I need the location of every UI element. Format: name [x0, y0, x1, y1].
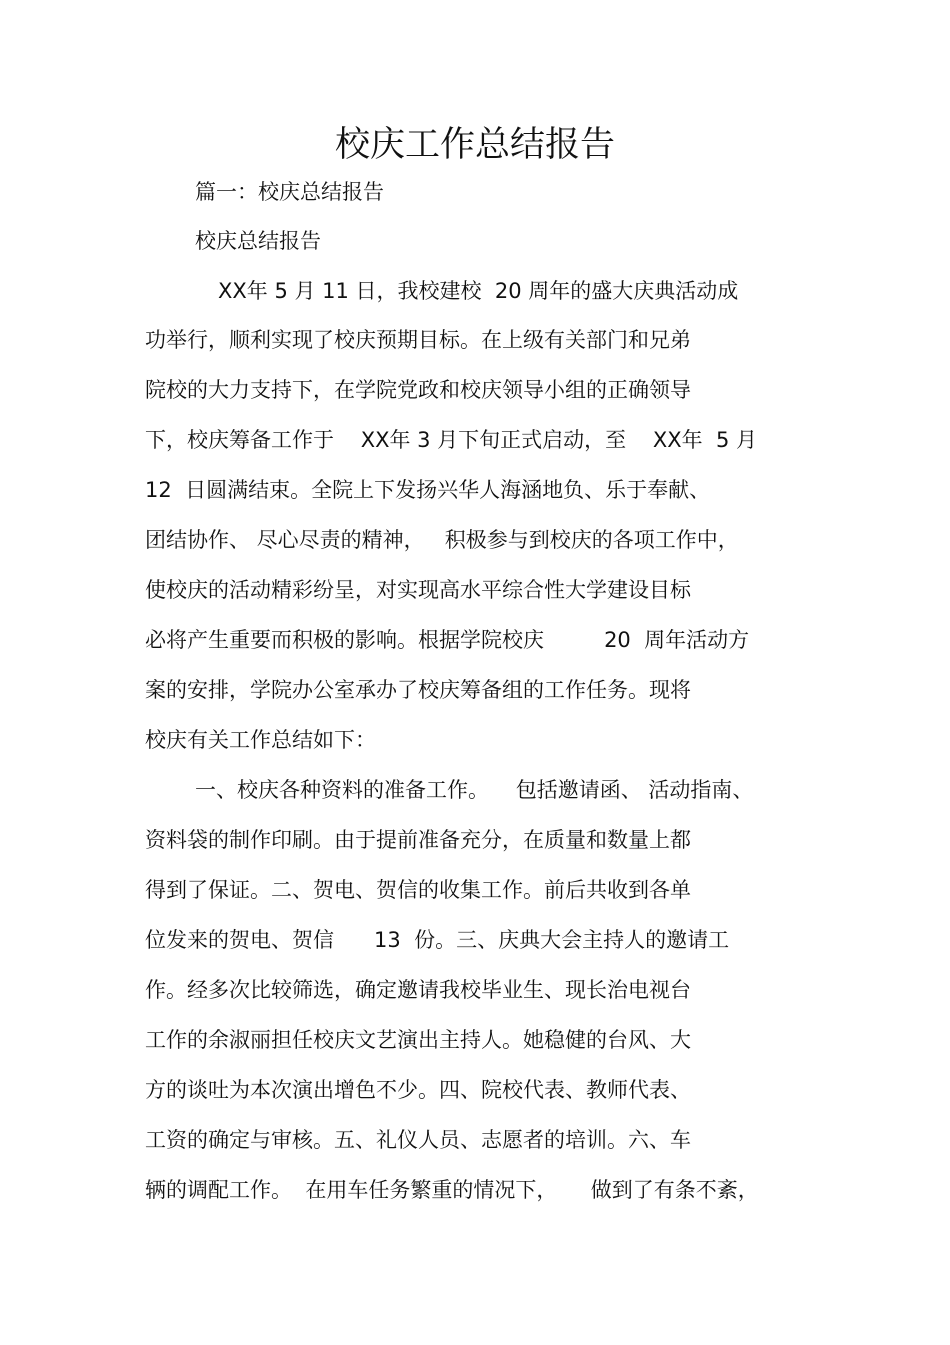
paragraph-line: 案的安排，学院办公室承办了校庆筹备组的工作任务。现将 — [145, 678, 691, 702]
paragraph-line: 作。经多次比较筛选，确定邀请我校毕业生、现长治电视台 — [145, 978, 691, 1002]
paragraph-line: 得到了保证。二、贺电、贺信的收集工作。前后共收到各单 — [145, 878, 691, 902]
paragraph-line: 团结协作、 尽心尽责的精神， 积极参与到校庆的各项工作中， — [145, 528, 739, 552]
paragraph-line: 下，校庆筹备工作于 XX年 3 月下旬正式启动，至 XX年 5 月 — [145, 428, 758, 452]
paragraph-line: 工资的确定与审核。五、礼仪人员、志愿者的培训。六、车 — [145, 1128, 691, 1152]
section-heading: 篇一：校庆总结报告 — [195, 180, 384, 204]
paragraph-line: 功举行，顺利实现了校庆预期目标。在上级有关部门和兄弟 — [145, 328, 691, 352]
document-title: 校庆工作总结报告 — [334, 125, 615, 165]
paragraph-line: 使校庆的活动精彩纷呈，对实现高水平综合性大学建设目标 — [145, 578, 691, 602]
paragraph-line: 资料袋的制作印刷。由于提前准备充分，在质量和数量上都 — [145, 828, 691, 852]
paragraph-line: 必将产生重要而积极的影响。根据学院校庆 20 周年活动方 — [145, 628, 750, 652]
paragraph-line: 院校的大力支持下，在学院党政和校庆领导小组的正确领导 — [145, 378, 691, 402]
paragraph-line: XX年 5 月 11 日，我校建校 20 周年的盛大庆典活动成 — [218, 279, 739, 303]
paragraph-line: 校庆有关工作总结如下： — [145, 728, 376, 752]
report-subtitle: 校庆总结报告 — [195, 229, 321, 253]
paragraph-line: 12 日圆满结束。全院上下发扬兴华人海涵地负、乐于奉献、 — [145, 478, 711, 502]
paragraph-line: 位发来的贺电、贺信 13 份。三、庆典大会主持人的邀请工 — [145, 928, 730, 952]
paragraph-line: 工作的余淑丽担任校庆文艺演出主持人。她稳健的台风、大 — [145, 1028, 691, 1052]
paragraph-line: 一、校庆各种资料的准备工作。 包括邀请函、 活动指南、 — [195, 778, 754, 802]
paragraph-line: 方的谈吐为本次演出增色不少。四、院校代表、教师代表、 — [145, 1078, 691, 1102]
paragraph-line: 辆的调配工作。 在用车任务繁重的情况下， 做到了有条不紊， — [145, 1178, 759, 1202]
